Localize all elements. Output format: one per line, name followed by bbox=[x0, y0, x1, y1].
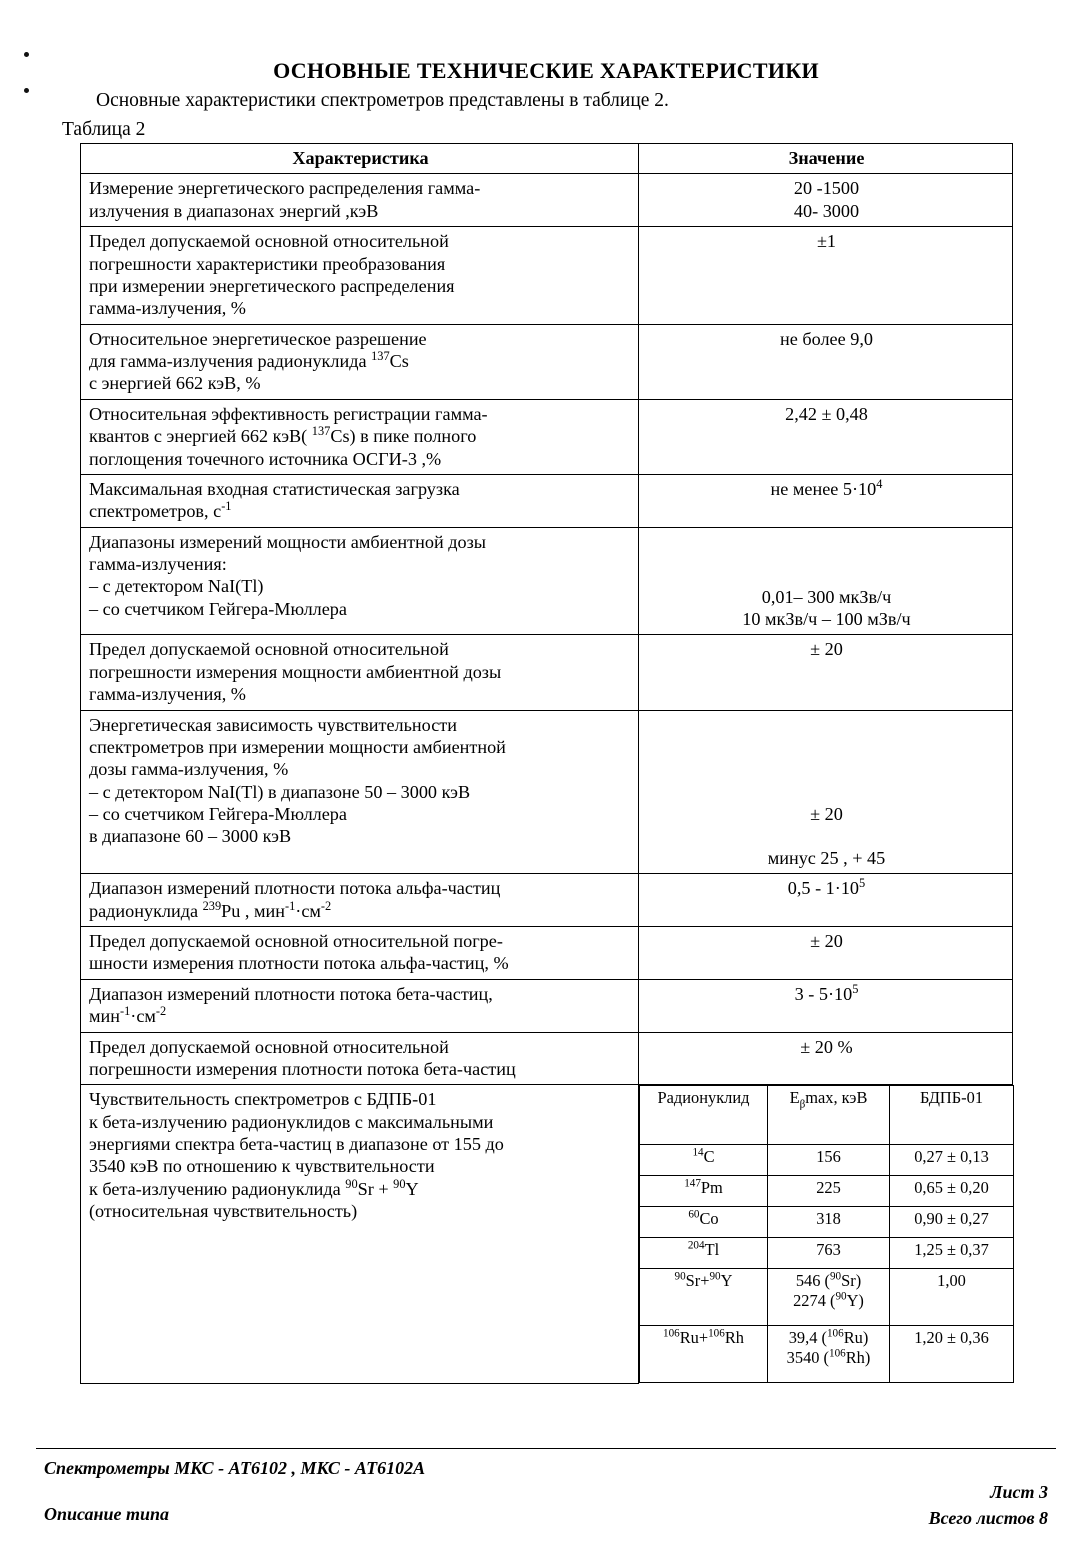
row-name-line: квантов с энергией 662 кэВ( $^{137}$Cs) в пике полного bbox=[89, 424, 477, 447]
row-value-line: ±1 bbox=[816, 231, 837, 252]
sens-row bbox=[640, 1269, 1014, 1326]
row-name-line: Предел допускаемой основной относительной bbox=[89, 1036, 449, 1057]
row-name-line: – с детектором NaI(Tl) bbox=[89, 576, 264, 597]
row-name-line: $мин^{-1}\cdot см^{-2}$ bbox=[89, 1004, 167, 1027]
row-value-line: ± 20 bbox=[810, 931, 843, 951]
sens-row bbox=[640, 1176, 1014, 1207]
intro-text: Основные характеристики спектрометров представлены в таблице 2. bbox=[96, 90, 669, 111]
row-name bbox=[81, 399, 639, 474]
header-characteristic: Характеристика bbox=[81, 144, 639, 174]
row-name bbox=[81, 874, 639, 927]
table-row bbox=[81, 1032, 1013, 1085]
table-row-sensitivity bbox=[81, 1085, 1013, 1384]
sens-value: 1,20 ± 0,36 bbox=[890, 1326, 1014, 1383]
row-name-line: Диапазон измерений плотности потока бета-частиц, bbox=[89, 983, 493, 1004]
row-value-line: ± 20 bbox=[810, 639, 843, 660]
row-name bbox=[81, 927, 639, 980]
margin-dot-upper bbox=[24, 52, 29, 57]
row-name bbox=[81, 710, 639, 874]
sens-value: 1,00 bbox=[890, 1269, 1014, 1326]
row-name-line: Предел допускаемой основной относительной bbox=[89, 639, 449, 660]
row-name-line: Энергетическая зависимость чувствительности bbox=[89, 714, 457, 735]
sens-emax: 318 bbox=[768, 1207, 890, 1238]
footer-divider bbox=[36, 1448, 1056, 1449]
row-name-line: погрешности измерения мощности амбиентной дозы bbox=[89, 661, 502, 682]
row-value bbox=[639, 874, 1013, 927]
sens-header-bdpb: БДПБ-01 bbox=[890, 1086, 1014, 1145]
sens-emax: 763 bbox=[768, 1238, 890, 1269]
sens-row bbox=[640, 1145, 1014, 1176]
row-value-line: $0,5 - 1\cdot 10^5$ bbox=[787, 876, 866, 899]
row-value bbox=[639, 174, 1013, 227]
table-row bbox=[81, 979, 1013, 1032]
sensitivity-subtable-cell bbox=[639, 1085, 1013, 1384]
row-value bbox=[639, 527, 1013, 635]
sens-nuclide: $^{106}$Ru+$^{106}$Rh bbox=[640, 1326, 768, 1383]
row-name bbox=[81, 1085, 639, 1384]
table-row bbox=[81, 324, 1013, 399]
row-name bbox=[81, 979, 639, 1032]
row-name-line: с энергией 662 кэВ, % bbox=[89, 373, 261, 394]
sensitivity-table bbox=[639, 1085, 1014, 1383]
row-name-line: Диапазон измерений плотности потока альфа-частиц bbox=[89, 878, 501, 899]
sens-nuclide: $^{204}$Tl bbox=[640, 1238, 768, 1269]
sensitivity-header-row bbox=[640, 1086, 1014, 1145]
row-value bbox=[639, 324, 1013, 399]
row-value bbox=[639, 979, 1013, 1032]
row-value-line: не более 9,0 bbox=[780, 328, 873, 349]
table-row bbox=[81, 474, 1013, 527]
row-value-line: 0,01– 300 мкЗв/ч bbox=[761, 586, 892, 607]
row-name-line: в диапазоне 60 – 3000 кэВ bbox=[89, 826, 292, 847]
table-row bbox=[81, 635, 1013, 710]
row-name-line: Чувствительность спектрометров с БДПБ-01 bbox=[89, 1089, 437, 1110]
table-header-row bbox=[81, 144, 1013, 174]
row-name-line: спектрометров, $с^{-1}$ bbox=[89, 499, 232, 522]
sens-header-nuclide: Радионуклид bbox=[640, 1086, 768, 1145]
row-name-line: гамма-излучения, % bbox=[89, 298, 246, 319]
sens-value: 0,90 ± 0,27 bbox=[890, 1207, 1014, 1238]
sens-nuclide: $^{60}$Co bbox=[640, 1207, 768, 1238]
row-name-line: при измерении энергетического распределения bbox=[89, 275, 455, 296]
row-name-line: к бета-излучению радионуклида $^{90}$Sr + $^{90}$Y bbox=[89, 1176, 419, 1199]
header-value: Значение bbox=[639, 144, 1013, 174]
row-value bbox=[639, 927, 1013, 980]
sens-row bbox=[640, 1326, 1014, 1383]
row-name-line: – со счетчиком Гейгера-Мюллера bbox=[89, 598, 347, 619]
row-value bbox=[639, 635, 1013, 710]
row-value bbox=[639, 1032, 1013, 1085]
row-value-line: 20 -1500 bbox=[793, 178, 860, 199]
row-name-line: поглощения точечного источника ОСГИ-3 ,% bbox=[89, 448, 442, 469]
row-name-line: Предел допускаемой основной относительной погре- bbox=[89, 931, 503, 951]
characteristics-table bbox=[80, 143, 1013, 1384]
footer-left-primary: Спектрометры МКС - АТ6102 , МКС - АТ6102А bbox=[44, 1458, 426, 1478]
row-value-line: минус 25 , + 45 bbox=[767, 847, 886, 868]
row-name bbox=[81, 635, 639, 710]
row-name-line: дозы гамма-излучения, % bbox=[89, 759, 289, 780]
sens-nuclide: $^{14}$C bbox=[640, 1145, 768, 1176]
row-value bbox=[639, 710, 1013, 874]
row-name-line: Предел допускаемой основной относительной bbox=[89, 231, 449, 252]
footer-page-number: Лист 3 bbox=[990, 1482, 1048, 1502]
row-name-line: погрешности характеристики преобразования bbox=[89, 253, 446, 274]
row-name bbox=[81, 1032, 639, 1085]
table-row bbox=[81, 399, 1013, 474]
footer-total-pages: Всего листов 8 bbox=[928, 1508, 1048, 1528]
row-name-line: Диапазоны измерений мощности амбиентной дозы bbox=[89, 531, 486, 552]
table-row bbox=[81, 927, 1013, 980]
sens-nuclide: $^{147}$Pm bbox=[640, 1176, 768, 1207]
row-name-line: радионуклида $^{239}$Pu , $мин^{-1}\cdot см^{-2}$ bbox=[89, 898, 332, 921]
row-name-line: спектрометров при измерении мощности амбиентной bbox=[89, 736, 506, 757]
row-name bbox=[81, 324, 639, 399]
row-value-line: 40- 3000 bbox=[793, 200, 860, 221]
page-title: ОСНОВНЫЕ ТЕХНИЧЕСКИЕ ХАРАКТЕРИСТИКИ bbox=[273, 58, 819, 83]
sens-emax: 156 bbox=[768, 1145, 890, 1176]
sens-emax: 39,4 ($^{106}$Ru) 3540 ($^{106}$Rh) bbox=[768, 1326, 890, 1383]
row-name bbox=[81, 174, 639, 227]
table-row bbox=[81, 874, 1013, 927]
row-name-line: 3540 кэВ по отношению к чувствительности bbox=[89, 1156, 435, 1177]
sens-emax: 225 bbox=[768, 1176, 890, 1207]
row-name-line: погрешности измерения плотности потока бета-частиц bbox=[89, 1058, 516, 1079]
row-name-line: энергиями спектра бета-частиц в диапазоне от 155 до bbox=[89, 1134, 504, 1154]
table-row bbox=[81, 227, 1013, 325]
row-name bbox=[81, 527, 639, 635]
row-name-line: Относительная эффективность регистрации гамма- bbox=[89, 403, 488, 424]
row-name-line: – со счетчиком Гейгера-Мюллера bbox=[89, 804, 347, 824]
row-name-line: – с детектором NaI(Tl) в диапазоне 50 – 3000 кэВ bbox=[89, 781, 471, 802]
row-name bbox=[81, 227, 639, 325]
row-value-line: не менее $5\cdot 10^4$ bbox=[770, 476, 883, 499]
sens-value: 0,27 ± 0,13 bbox=[890, 1145, 1014, 1176]
row-value bbox=[639, 399, 1013, 474]
row-name-line: шности измерения плотности потока альфа-частиц, % bbox=[89, 953, 509, 974]
row-value-line: 10 мкЗв/ч – 100 мЗв/ч bbox=[742, 609, 911, 629]
row-name-line: гамма-излучения: bbox=[89, 554, 227, 574]
table-caption: Таблица 2 bbox=[62, 119, 146, 140]
row-value bbox=[639, 227, 1013, 325]
margin-dot-lower bbox=[24, 88, 29, 93]
row-name-line: Относительное энергетическое разрешение bbox=[89, 328, 427, 349]
row-value-line: ± 20 bbox=[810, 803, 843, 824]
sens-row bbox=[640, 1207, 1014, 1238]
row-name bbox=[81, 474, 639, 527]
sens-value: 0,65 ± 0,20 bbox=[890, 1176, 1014, 1207]
row-name-line: к бета-излучению радионуклидов с максимальными bbox=[89, 1111, 494, 1132]
row-value-line: $3 - 5\cdot 10^5$ bbox=[794, 981, 859, 1004]
row-name-line: гамма-излучения, % bbox=[89, 684, 246, 705]
sens-row bbox=[640, 1238, 1014, 1269]
row-value-line: ± 20 % bbox=[800, 1036, 853, 1057]
table-row bbox=[81, 174, 1013, 227]
table-row bbox=[81, 527, 1013, 635]
sens-value: 1,25 ± 0,37 bbox=[890, 1238, 1014, 1269]
sens-header-emax: $E_\beta\max$, кэВ bbox=[768, 1086, 890, 1145]
row-value bbox=[639, 474, 1013, 527]
row-name-line: (относительная чувствительность) bbox=[89, 1201, 358, 1222]
row-name-line: Максимальная входная статистическая загрузка bbox=[89, 478, 460, 499]
table-row bbox=[81, 710, 1013, 874]
sens-nuclide: $^{90}$Sr+$^{90}$Y bbox=[640, 1269, 768, 1326]
row-name-line: Измерение энергетического распределения гамма- bbox=[89, 178, 481, 199]
row-name-line: излучения в диапазонах энергий ,кэВ bbox=[89, 200, 379, 221]
sens-emax: 546 ($^{90}$Sr) 2274 ($^{90}$Y) bbox=[768, 1269, 890, 1326]
row-value-line: 2,42 ± 0,48 bbox=[785, 403, 868, 424]
row-name-line: для гамма-излучения радионуклида $^{137}$Cs bbox=[89, 348, 409, 371]
footer-left-secondary: Описание типа bbox=[44, 1504, 170, 1524]
